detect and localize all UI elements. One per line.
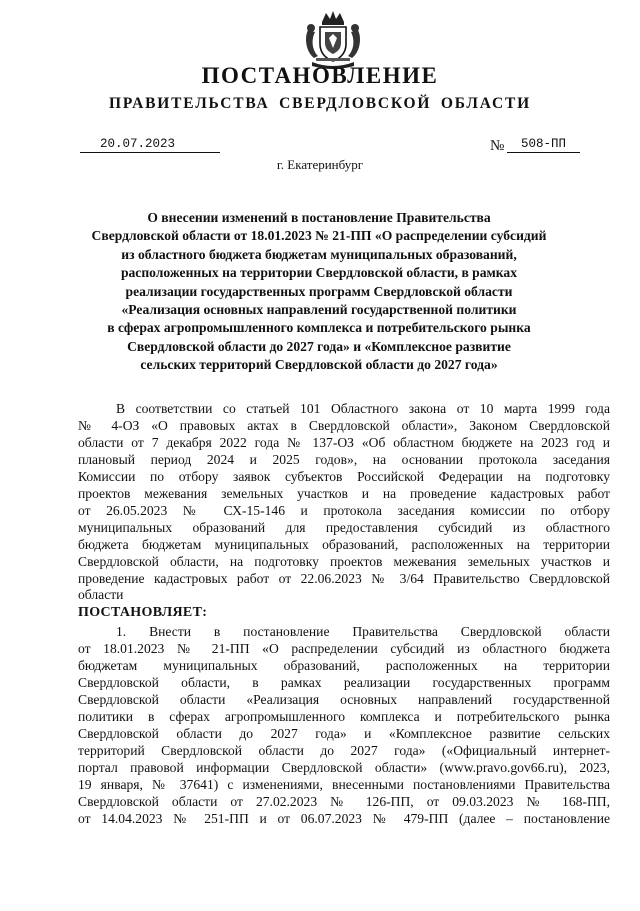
item-line: от 18.01.2023 № 21-ПП «О распределении субсидий из областного бюджета — [78, 641, 610, 657]
number-sign: № — [490, 138, 505, 154]
decree-word: ПОСТАНОВЛЯЕТ: — [78, 605, 208, 621]
item-line: политики в сферах агропромышленного комплекса и потребительского рынка — [78, 709, 610, 725]
preamble-line: Свердловской области, на подготовку проектов межевания земельных участков и — [78, 553, 610, 569]
item-line: территорий Свердловской области до 2027 года» («Официальный интернет- — [78, 743, 610, 759]
preamble-line: муниципальных образований для предоставления субсидий из областного — [78, 519, 610, 535]
item-line: 19 января, № 37641) с изменениями, внесенными постановлениями Правительства — [78, 776, 610, 792]
item-line: Свердловской области от 27.02.2023 № 126-ПП, от 09.03.2023 № 168-ПП, — [78, 793, 610, 809]
preamble-line: № 4-ОЗ «О правовых актах в Свердловской области», Законом Свердловской — [78, 417, 610, 433]
title-line: реализации государственных программ Свердловской области — [125, 283, 513, 299]
preamble-line: от 26.05.2023 № СХ-15-146 и протокола заседания комиссии по отбору — [78, 502, 610, 518]
title-line: Свердловской области до 2027 года» и «Комплексное развитие — [127, 338, 511, 354]
title-line: в сферах агропромышленного комплекса и потребительского рынка — [107, 320, 531, 336]
item-line: бюджетам муниципальных образований, расположенных на территории — [78, 658, 610, 674]
title-line: «Реализация основных направлений государственной политики — [121, 302, 517, 318]
title-line: из областного бюджета бюджетам муниципальных образований, — [121, 246, 517, 262]
preamble-line: бюджета бюджетам муниципальных образований, расположенных на территории — [78, 536, 610, 552]
preamble-line: проектов межевания земельных участков и на проведение кадастровых работ — [78, 485, 610, 501]
preamble-paragraph — [78, 401, 610, 604]
item-line: Свердловской области, в рамках реализации государственных программ — [78, 675, 610, 691]
item-line: Свердловской области до 2027 года» и «Комплексное развитие сельских — [78, 726, 610, 742]
document-title — [70, 209, 568, 375]
title-line: Свердловской области от 18.01.2023 № 21-ПП «О распределении субсидий — [91, 228, 547, 244]
document-type: ПОСТАНОВЛЕНИЕ — [201, 63, 439, 88]
preamble-line: плановый период 2024 и 2025 годов», на основании протокола заседания — [78, 451, 610, 467]
item-line: 1. Внести в постановление Правительства Свердловской области — [116, 624, 610, 640]
preamble-line: проведение кадастровых работ от 22.06.2023 № 3/64 Правительство Свердловской — [78, 570, 610, 586]
preamble-line: области — [78, 587, 124, 603]
title-line: О внесении изменений в постановление Правительства — [147, 210, 491, 225]
preamble-line: области от 7 декабря 2022 года № 137-ОЗ «Об областном бюджете на 2023 год и — [78, 434, 610, 450]
document-date: 20.07.2023 — [80, 136, 220, 153]
item-line: от 14.04.2023 № 251-ПП и от 06.07.2023 № 479-ПП (далее – постановление — [78, 810, 610, 826]
preamble-line: В соответствии со статьей 101 Областного закона от 10 марта 1999 года — [116, 401, 610, 416]
item-line: Свердловской области «Реализация основных направлений государственной — [78, 692, 610, 708]
document-number: 508-ПП — [507, 136, 580, 153]
title-line: сельских территорий Свердловской области до 2027 года» — [140, 357, 498, 373]
issuer-name: ПРАВИТЕЛЬСТВА СВЕРДЛОВСКОЙ ОБЛАСТИ — [109, 95, 531, 112]
preamble-line: Комиссии по отбору заявок субъектов Российской Федерации на подготовку — [78, 468, 610, 484]
city-name: г. Екатеринбург — [276, 157, 364, 172]
title-line: расположенных на территории Свердловской области, в рамках — [120, 265, 518, 281]
item-1-paragraph — [78, 624, 610, 827]
item-line: портал правовой информации Свердловской области» (www.pravo.gov66.ru), 2023, — [78, 760, 610, 776]
document-body — [78, 401, 610, 828]
